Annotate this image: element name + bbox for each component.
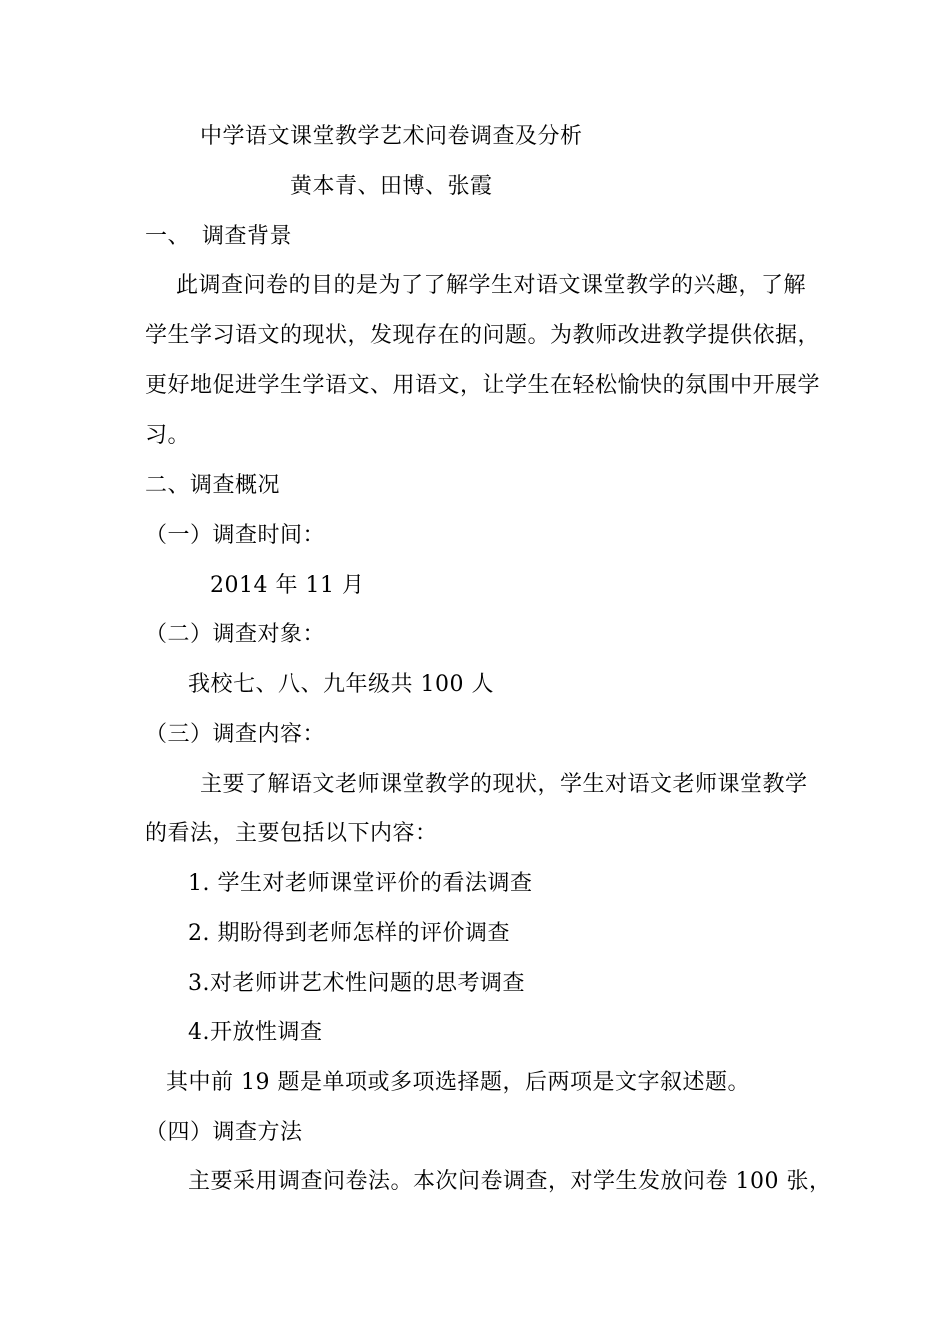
section1-heading-text: 调查背景 [202,224,293,249]
survey-target-label: （二）调查对象： [145,622,326,647]
document-title: 中学语文课堂教学艺术问卷调查及分析 [200,124,583,149]
survey-content-item: 3.对老师讲艺术性问题的思考调查 [188,971,525,996]
survey-content-item: 1. 学生对老师课堂评价的看法调查 [188,871,533,896]
section1-paragraph-line: 学生学习语文的现状，发现存在的问题。为教师改进教学提供依据， [145,323,821,348]
survey-content-line: 的看法，主要包括以下内容： [145,821,438,846]
survey-target-value: 我校七、八、九年级共 100 人 [188,672,494,697]
survey-method-line: 主要采用调查问卷法。本次问卷调查，对学生发放问卷 100 张， [188,1169,832,1194]
survey-content-label: （三）调查内容： [145,722,326,747]
survey-content-item: 4.开放性调查 [188,1020,323,1045]
survey-content-line: 主要了解语文老师课堂教学的现状，学生对语文老师课堂教学 [200,772,808,797]
section1-paragraph-line: 习。 [145,423,191,448]
survey-method-label: （四）调查方法 [145,1120,303,1145]
survey-time-value: 2014 年 11 月 [210,573,365,598]
survey-note: 其中前 19 题是单项或多项选择题，后两项是文字叙述题。 [166,1070,750,1095]
survey-content-item: 2. 期盼得到老师怎样的评价调查 [188,921,510,946]
section1-paragraph-line: 更好地促进学生学语文、用语文，让学生在轻松愉快的氛围中开展学 [145,373,821,398]
survey-time-label: （一）调查时间： [145,523,326,548]
document-authors: 黄本青、田博、张霞 [290,174,493,199]
section1-heading-number: 一、 [145,224,191,249]
section1-paragraph-line: 此调查问卷的目的是为了了解学生对语文课堂教学的兴趣，了解 [176,273,807,298]
section2-heading: 二、调查概况 [145,473,281,498]
